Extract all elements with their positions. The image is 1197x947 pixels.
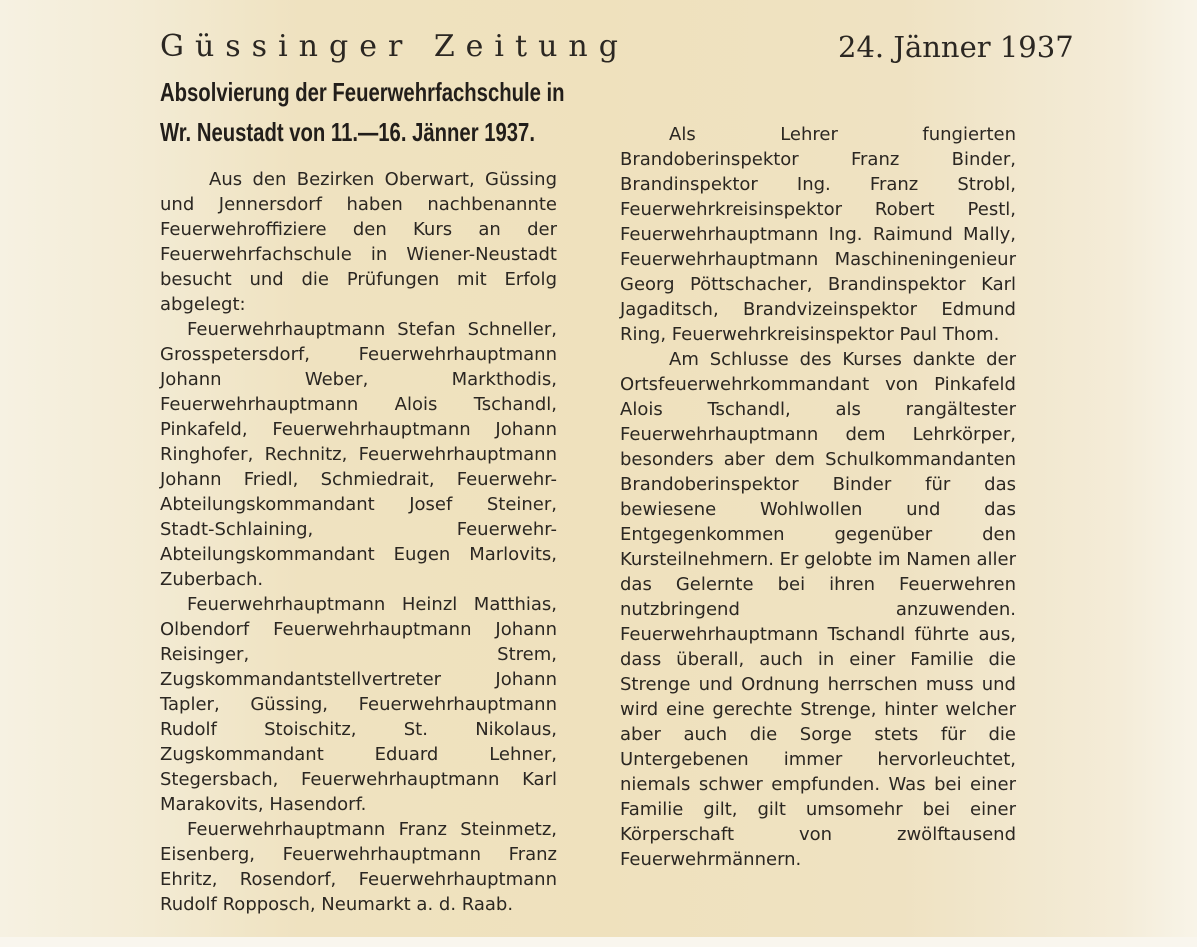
- teachers-paragraph: Als Lehrer fungierten Brandoberinspektor Franz Binder, Brandinspektor Ing. Franz Strobl, Feuerwehrkreisinspektor Robert Pestl, Feuerwehrhauptmann Ing. Raimund Mally, Feuerwehrhauptmann Maschineningenieur Georg Pöttschacher, Brandinspektor Karl Jagaditsch, Brandvizeinspektor Edmund Ring, Feuerwehrkreisinspektor Paul Thom.: [620, 124, 1016, 345]
- participants-paragraph-2: Feuerwehrhauptmann Heinzl Matthias, Olbendorf Feuerwehrhauptmann Johann Reisinger, Strem, Zugskommandantstellvertreter Johann Tapler, Güssing, Feuerwehrhauptmann Rudolf Stoischitz, St. Nikolaus, Zugskommandant Eduard Lehner, Stegersbach, Feuerwehrhauptmann Karl Marakovits, Hasendorf.: [160, 594, 557, 815]
- headline-line-2: Wr. Neustadt von 11.—16. Jänner 1937.: [160, 117, 535, 147]
- article-headline: [160, 72, 565, 152]
- newspaper-title: Güssinger Zeitung: [160, 29, 629, 64]
- participants-paragraph-3: Feuerwehrhauptmann Franz Steinmetz, Eisenberg, Feuerwehrhauptmann Franz Ehritz, Rosendorf, Feuerwehrhauptmann Rudolf Ropposch, Neumarkt a. d. Raab.: [160, 819, 557, 915]
- participants-paragraph-1: Feuerwehrhauptmann Stefan Schneller, Grosspetersdorf, Feuerwehrhauptmann Johann Weber, Markthodis, Feuerwehrhauptmann Alois Tschandl, Pinkafeld, Feuerwehrhauptmann Johann Ringhofer, Rechnitz, Feuerwehrhauptmann Johann Friedl, Schmiedrait, Feuerwehr-Abteilungskommandant Josef Steiner, Stadt-Schlaining, Feuerwehr-Abteilungskommandant Eugen Marlovits, Zuberbach.: [160, 319, 557, 590]
- issue-date: 24. Jänner 1937: [838, 30, 1074, 64]
- article-right-column: [620, 122, 1016, 872]
- closing-paragraph: Am Schlusse des Kurses dankte der Ortsfeuerwehrkommandant von Pinkafeld Alois Tschandl, als rangältester Feuerwehrhauptmann dem Lehrkörper, besonders aber dem Schulkommandanten Brandoberinspektor Binder für das bewiesene Wohlwollen und das Entgegenkommen gegenüber den Kursteilnehmern. Er gelobte im Namen aller das Gelernte bei ihren Feuerwehren nutzbringend anzuwenden. Feuerwehrhauptmann Tschandl führte aus, dass überall, auch in einer Familie die Strenge und Ordnung herrschen muss und wird eine gerechte Strenge, hinter welcher aber auch die Sorge stets für die Untergebenen immer hervorleuchtet, niemals schwer empfunden. Was bei einer Familie gilt, gilt umsomehr bei einer Körperschaft von zwölftausend Feuerwehrmännern.: [620, 349, 1016, 870]
- intro-paragraph: Aus den Bezirken Oberwart, Güssing und Jennersdorf haben nachbenannte Feuerwehroffiziere den Kurs an der Feuerwehrfachschule in Wiener-Neustadt besucht und die Prüfungen mit Erfolg abgelegt:: [160, 169, 557, 315]
- headline-line-1: Absolvierung der Feuerwehrfachschule in: [160, 77, 565, 107]
- article-left-column: [160, 167, 557, 917]
